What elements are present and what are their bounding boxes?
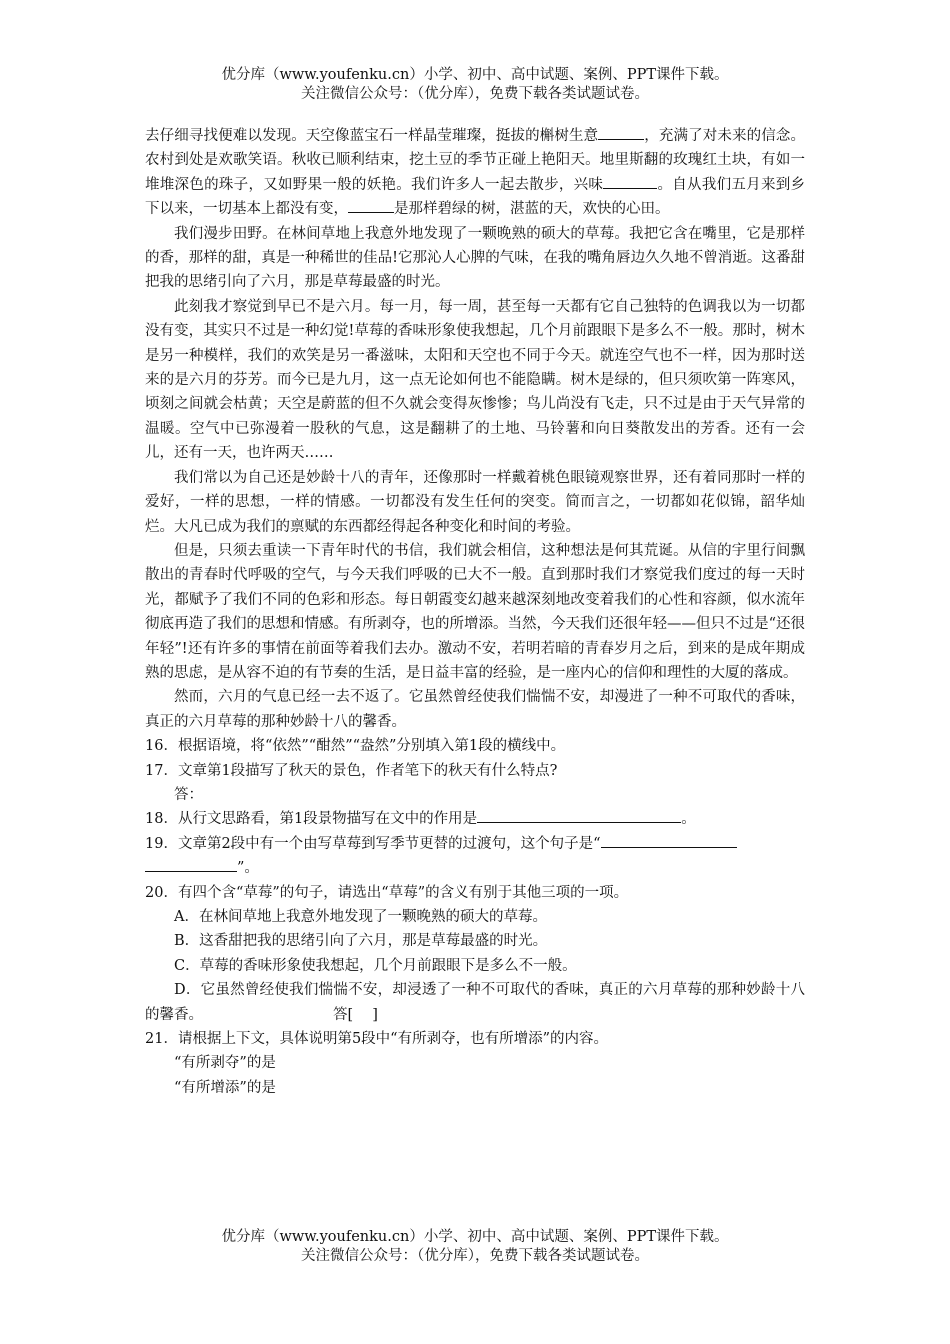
q19-end: ”。 — [237, 860, 259, 877]
q20-option-c: C．草莓的香味形象使我想起，几个月前跟眼下是多么不一般。 — [174, 957, 577, 974]
p1-text-d: 是那样碧绿的树，湛蓝的天，欢快的心田。 — [394, 201, 670, 218]
q18-answer-blank — [477, 808, 681, 823]
header-line-1: 优分库（www.youfenku.cn）小学、初中、高中试题、案例、PPT课件下载。 — [221, 67, 729, 83]
q20-option-d-text: D．它虽然曾经使我们惴惴不安，却浸透了一种不可取代的香味，真正的六月草莓的那种妙龄十八的馨香。 — [145, 982, 805, 1023]
question-17-answer-label: 答： — [174, 786, 203, 803]
q20-option-b: B．这香甜把我的思绪引向了六月，那是草莓最盛的时光。 — [174, 933, 548, 950]
q20-answer-bracket: 答[ ] — [333, 1006, 378, 1023]
p1-text-b: ，充满了对未来的信念。农村到处是欢歌笑语。秋收已顺利结束，挖土豆的季节正碰上艳阳天。地里斯翻的玫瑰红土块，有如一堆堆深色的珠子，又如野果一般的妖艳。我们许多人一起去散步，兴味 — [145, 128, 805, 193]
q21-line-1: “有所剥夺”的是 — [174, 1055, 276, 1072]
blank-1 — [598, 125, 644, 140]
question-19 — [145, 832, 805, 881]
question-16: 16．根据语境，将“依然”“酣然”“盎然”分别填入第1段的横线中。 — [145, 738, 566, 755]
paragraph-2: 我们漫步田野。在林间草地上我意外地发现了一颗晚熟的硕大的草莓。我把它含在嘴里，它是那样的香，那样的甜，真是一种稀世的佳品!它那沁人心脾的气味，在我的嘴角唇边久久地不曾消逝。这番甜把我的思绪引向了六月，那是草莓最盛的时光。 — [145, 225, 805, 291]
page-footer — [0, 1228, 950, 1266]
footer-line-2: 关注微信公众号：（优分库），免费下载各类试题试卷。 — [301, 1248, 649, 1264]
q19-text: 19．文章第2段中有一个由写草莓到写季节更替的过渡句，这个句子是“ — [145, 835, 601, 852]
question-20: 20．有四个含“草莓”的句子，请选出“草莓”的含义有别于其他三项的一项。 — [145, 884, 629, 901]
q18-text: 18．从行文思路看，第1段景物描写在文中的作用是 — [145, 811, 478, 828]
p1-text-c: 。自从我们五月来到乡下以来，一切基本上都没有变， — [145, 176, 806, 218]
question-21: 21．请根据上下文，具体说明第5段中“有所剥夺，也有所增添”的内容。 — [145, 1031, 608, 1048]
blank-3 — [348, 198, 394, 213]
p1-text-a: 去仔细寻找便难以发现。天空像蓝宝石一样晶莹璀璨，挺拔的槲树生意 — [145, 128, 599, 144]
blank-2 — [603, 174, 657, 189]
page-header — [0, 66, 950, 104]
q20-option-d — [145, 978, 805, 1027]
q21-line-2: “有所增添”的是 — [174, 1079, 276, 1096]
q20-option-a: A．在林间草地上我意外地发现了一颗晚熟的硕大的草莓。 — [174, 909, 547, 925]
paragraph-4: 我们常以为自己还是妙龄十八的青年，还像那时一样戴着桃色眼镜观察世界，还有着同那时一样的爱好，一样的思想，一样的情感。一切都没有发生任何的突变。简而言之，一切都如花似锦，韶华灿烂。大凡已成为我们的禀赋的东西都经得起各种变化和时间的考验。 — [145, 469, 805, 535]
q19-answer-blank-2 — [145, 857, 237, 872]
q19-answer-blank-1 — [601, 833, 737, 848]
document-body — [145, 124, 805, 1100]
paragraph-6: 然而，六月的气息已经一去不返了。它虽然曾经使我们惴惴不安，却漫进了一种不可取代的香味，真正的六月草莓的那种妙龄十八的馨香。 — [145, 689, 805, 730]
footer-line-1: 优分库（www.youfenku.cn）小学、初中、高中试题、案例、PPT课件下载。 — [221, 1229, 729, 1245]
q18-end: 。 — [681, 811, 696, 828]
paragraph-5: 但是，只须去重读一下青年时代的书信，我们就会相信，这种想法是何其荒诞。从信的宇里行间飘散出的青春时代呼吸的空气，与今天我们呼吸的已大不一般。直到那时我们才察觉我们度过的每一天时光，都赋予了我们不同的色彩和形态。每日朝霞变幻越来越深刻地改变着我们的心性和容颜，似水流年彻底再造了我们的思想和情感。有所剥夺，也的所增添。当然，今天我们还很年轻——但只不过是“还很年轻”!还有许多的事情在前面等着我们去办。激动不安，若明若暗的青春岁月之后，到来的是成年期成熟的思虑，是从容不迫的有节奏的生活，是日益丰富的经验，是一座内心的信仰和理性的大厦的落成。 — [145, 542, 805, 681]
paragraph-1 — [145, 124, 805, 222]
question-17: 17．文章第1段描写了秋天的景色，作者笔下的秋天有什么特点? — [145, 762, 558, 779]
question-18 — [145, 807, 805, 831]
paragraph-3: 此刻我才察觉到早已不是六月。每一月，每一周，甚至每一天都有它自己独特的色调我以为一切都没有变，其实只不过是一种幻觉!草莓的香味形象使我想起，几个月前跟眼下是多么不一般。那时，树木是另一种模样，我们的欢笑是另一番滋味，太阳和天空也不同于今天。就连空气也不一样，因为那时送来的是六月的芬芳。而今已是九月，这一点无论如何也不能隐瞒。树木是绿的，但只须吹第一阵寒风，顷刻之间就会枯黄；天空是蔚蓝的但不久就会变得灰惨惨；鸟儿尚没有飞走，只不过是由于天气异常的温暖。空气中已弥漫着一股秋的气息，这是翻耕了的土地、马铃薯和向日葵散发出的芳香。还有一会儿，还有一天，也许两天…… — [145, 298, 805, 462]
header-line-2: 关注微信公众号：（优分库），免费下载各类试题试卷。 — [301, 86, 649, 102]
